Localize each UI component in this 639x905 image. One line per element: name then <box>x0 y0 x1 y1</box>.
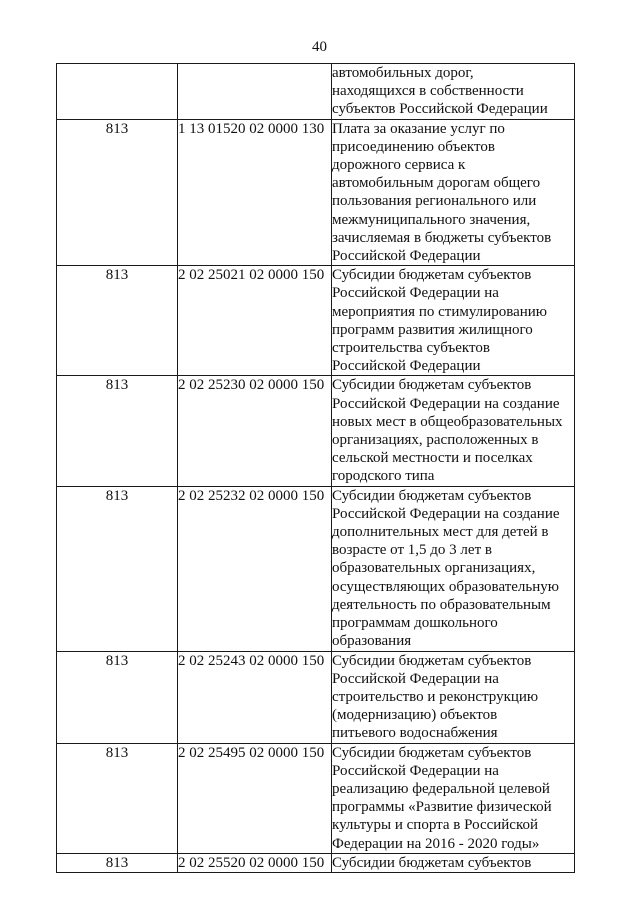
table-row <box>57 64 575 120</box>
description-line: субъектов Российской Федерации <box>332 101 548 118</box>
description-line: строительство и реконструкцию <box>332 688 539 705</box>
table-row <box>57 266 575 376</box>
admin-code-cell: 813 <box>57 853 178 872</box>
description-line: зачисляемая в бюджеты субъектов <box>332 229 552 246</box>
description-line: межмуниципального значения, <box>332 211 531 228</box>
description-line: Субсидии бюджетам субъектов <box>332 377 532 394</box>
description-line: автомобильным дорогам общего <box>332 175 541 192</box>
description-line: Российской Федерации на <box>332 285 499 302</box>
admin-code-cell <box>57 64 178 120</box>
description-line: реализацию федеральной целевой <box>332 780 550 797</box>
description-line: Российской Федерации на <box>332 670 499 687</box>
budget-classification-code-cell <box>178 64 332 120</box>
description-line: Российской Федерации на создание <box>332 505 560 522</box>
description-line: питьевого водоснабжения <box>332 725 498 742</box>
description-line: присоединению объектов <box>332 138 495 155</box>
description-line: Плата за оказание услуг по <box>332 120 505 137</box>
description-line: программам дошкольного <box>332 615 498 632</box>
description-line: дорожного сервиса к <box>332 157 466 174</box>
admin-code-cell: 813 <box>57 376 178 486</box>
admin-code-cell: 813 <box>57 743 178 853</box>
description-line: Субсидии бюджетам субъектов <box>332 854 532 871</box>
admin-code-cell: 813 <box>57 119 178 266</box>
description-line: находящихся в собственности <box>332 83 524 100</box>
description-line: Российской Федерации на <box>332 762 499 779</box>
description-line: дополнительных мест для детей в <box>332 524 549 541</box>
revenue-description-cell <box>332 743 575 853</box>
budget-classification-code-cell: 2 02 25520 02 0000 150 <box>178 853 332 872</box>
budget-classification-code-cell: 2 02 25232 02 0000 150 <box>178 486 332 651</box>
description-line: Федерации на 2016 - 2020 годы» <box>332 835 540 852</box>
description-line: программ развития жилищного <box>332 321 533 338</box>
admin-code-cell: 813 <box>57 486 178 651</box>
table-row <box>57 119 575 266</box>
description-line: программы «Развитие физической <box>332 799 552 816</box>
table-row <box>57 376 575 486</box>
budget-revenue-table <box>56 63 575 873</box>
description-line: сельской местности и поселках <box>332 450 533 467</box>
description-line: Субсидии бюджетам субъектов <box>332 744 532 761</box>
description-line: Субсидии бюджетам субъектов <box>332 487 532 504</box>
admin-code-cell: 813 <box>57 651 178 743</box>
table-body <box>57 64 575 873</box>
description-line: мероприятия по стимулированию <box>332 303 548 320</box>
description-line: Российской Федерации <box>332 248 481 265</box>
description-line: возрасте от 1,5 до 3 лет в <box>332 542 492 559</box>
description-line: пользования регионального или <box>332 193 537 210</box>
description-line: осуществляющих образовательную <box>332 578 559 595</box>
description-line: новых мест в общеобразовательных <box>332 413 563 430</box>
budget-classification-code-cell: 2 02 25021 02 0000 150 <box>178 266 332 376</box>
budget-classification-code-cell: 1 13 01520 02 0000 130 <box>178 119 332 266</box>
revenue-description-cell <box>332 651 575 743</box>
revenue-description-cell <box>332 486 575 651</box>
description-line: Российской Федерации на создание <box>332 395 560 412</box>
revenue-description-cell <box>332 853 575 872</box>
revenue-description-cell <box>332 119 575 266</box>
description-line: деятельность по образовательным <box>332 596 551 613</box>
budget-classification-code-cell: 2 02 25230 02 0000 150 <box>178 376 332 486</box>
description-line: организациях, расположенных в <box>332 432 539 449</box>
description-line: Субсидии бюджетам субъектов <box>332 267 532 284</box>
revenue-description-cell <box>332 376 575 486</box>
description-line: строительства субъектов <box>332 340 490 357</box>
table-row <box>57 853 575 872</box>
description-line: образования <box>332 633 412 650</box>
revenue-description-cell <box>332 266 575 376</box>
budget-classification-code-cell: 2 02 25243 02 0000 150 <box>178 651 332 743</box>
revenue-description-cell <box>332 64 575 120</box>
page-number: 40 <box>312 39 327 55</box>
table-row <box>57 743 575 853</box>
description-line: Российской Федерации <box>332 358 481 375</box>
description-line: культуры и спорта в Российской <box>332 817 539 834</box>
description-line: автомобильных дорог, <box>332 65 474 81</box>
budget-classification-code-cell: 2 02 25495 02 0000 150 <box>178 743 332 853</box>
admin-code-cell: 813 <box>57 266 178 376</box>
description-line: городского типа <box>332 468 435 485</box>
description-line: (модернизацию) объектов <box>332 707 498 724</box>
table-row <box>57 651 575 743</box>
description-line: образовательных организациях, <box>332 560 536 577</box>
description-line: Субсидии бюджетам субъектов <box>332 652 532 669</box>
table-row <box>57 486 575 651</box>
